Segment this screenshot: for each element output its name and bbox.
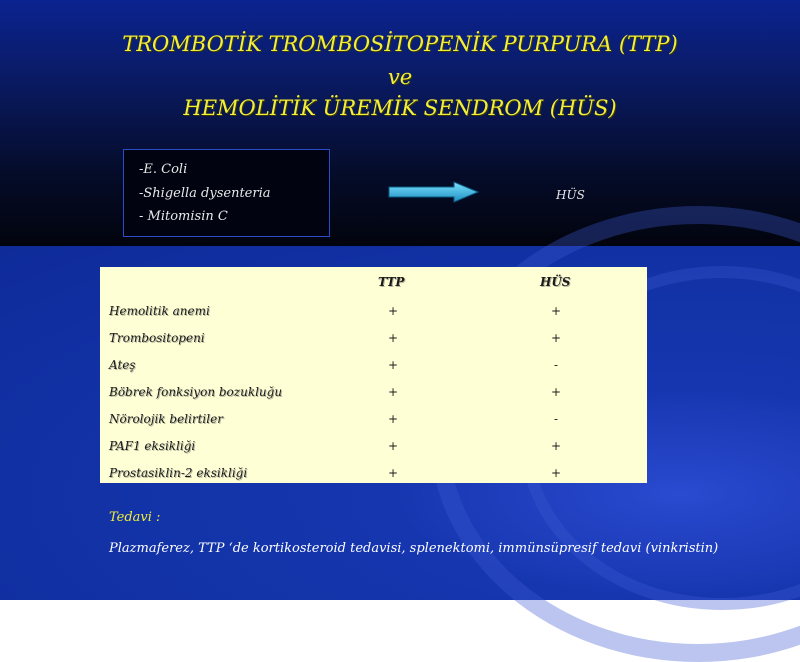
row-label: Prostasiklin-2 eksikliği — [109, 466, 248, 480]
cell-hus: + — [550, 304, 562, 318]
row-label: Trombositopeni — [109, 331, 205, 345]
treatment-text: Plazmaferez, TTP ‘de kortikosteroid tedavisi, splenektomi, immünsüpresif tedavi (vinkristin) — [109, 541, 719, 556]
causes-box — [123, 149, 330, 237]
table-header-hus: HÜS — [540, 275, 571, 289]
table-row — [100, 459, 647, 486]
cause-item: -Shigella dysenteria — [139, 186, 271, 201]
slide-title-line-1: TROMBOTİK TROMBOSİTOPENİK PURPURA (TTP) — [122, 32, 678, 56]
cell-ttp: + — [387, 412, 399, 426]
table-header-ttp: TTP — [378, 275, 405, 289]
table-row — [100, 351, 647, 378]
cause-item: -E. Coli — [139, 162, 188, 177]
row-label: Hemolitik anemi — [109, 304, 210, 318]
slide-title-line-2: ve — [387, 65, 413, 89]
row-label: PAF1 eksikliği — [109, 439, 196, 453]
table-row — [100, 432, 647, 459]
table-row — [100, 324, 647, 351]
cell-hus: - — [553, 412, 559, 426]
cell-hus: + — [550, 385, 562, 399]
cell-hus: + — [550, 466, 562, 480]
row-label: Böbrek fonksiyon bozukluğu — [109, 385, 283, 399]
cause-item: - Mitomisin C — [139, 209, 228, 224]
cell-hus: + — [550, 331, 562, 345]
table-row — [100, 297, 647, 324]
cell-ttp: + — [387, 304, 399, 318]
cell-ttp: + — [387, 385, 399, 399]
result-label: HÜS — [556, 188, 585, 202]
treatment-label: Tedavi : — [109, 510, 161, 525]
cell-hus: - — [553, 358, 559, 372]
row-label: Nörolojik belirtiler — [109, 412, 223, 426]
comparison-table — [100, 267, 647, 483]
cell-ttp: + — [387, 466, 399, 480]
cell-ttp: + — [387, 358, 399, 372]
table-row — [100, 378, 647, 405]
cell-ttp: + — [387, 331, 399, 345]
row-label: Ateş — [109, 358, 136, 372]
slide-title-line-3: HEMOLİTİK ÜREMİK SENDROM (HÜS) — [183, 96, 617, 120]
table-row — [100, 405, 647, 432]
cell-ttp: + — [387, 439, 399, 453]
right-arrow-icon — [388, 181, 480, 203]
cell-hus: + — [550, 439, 562, 453]
